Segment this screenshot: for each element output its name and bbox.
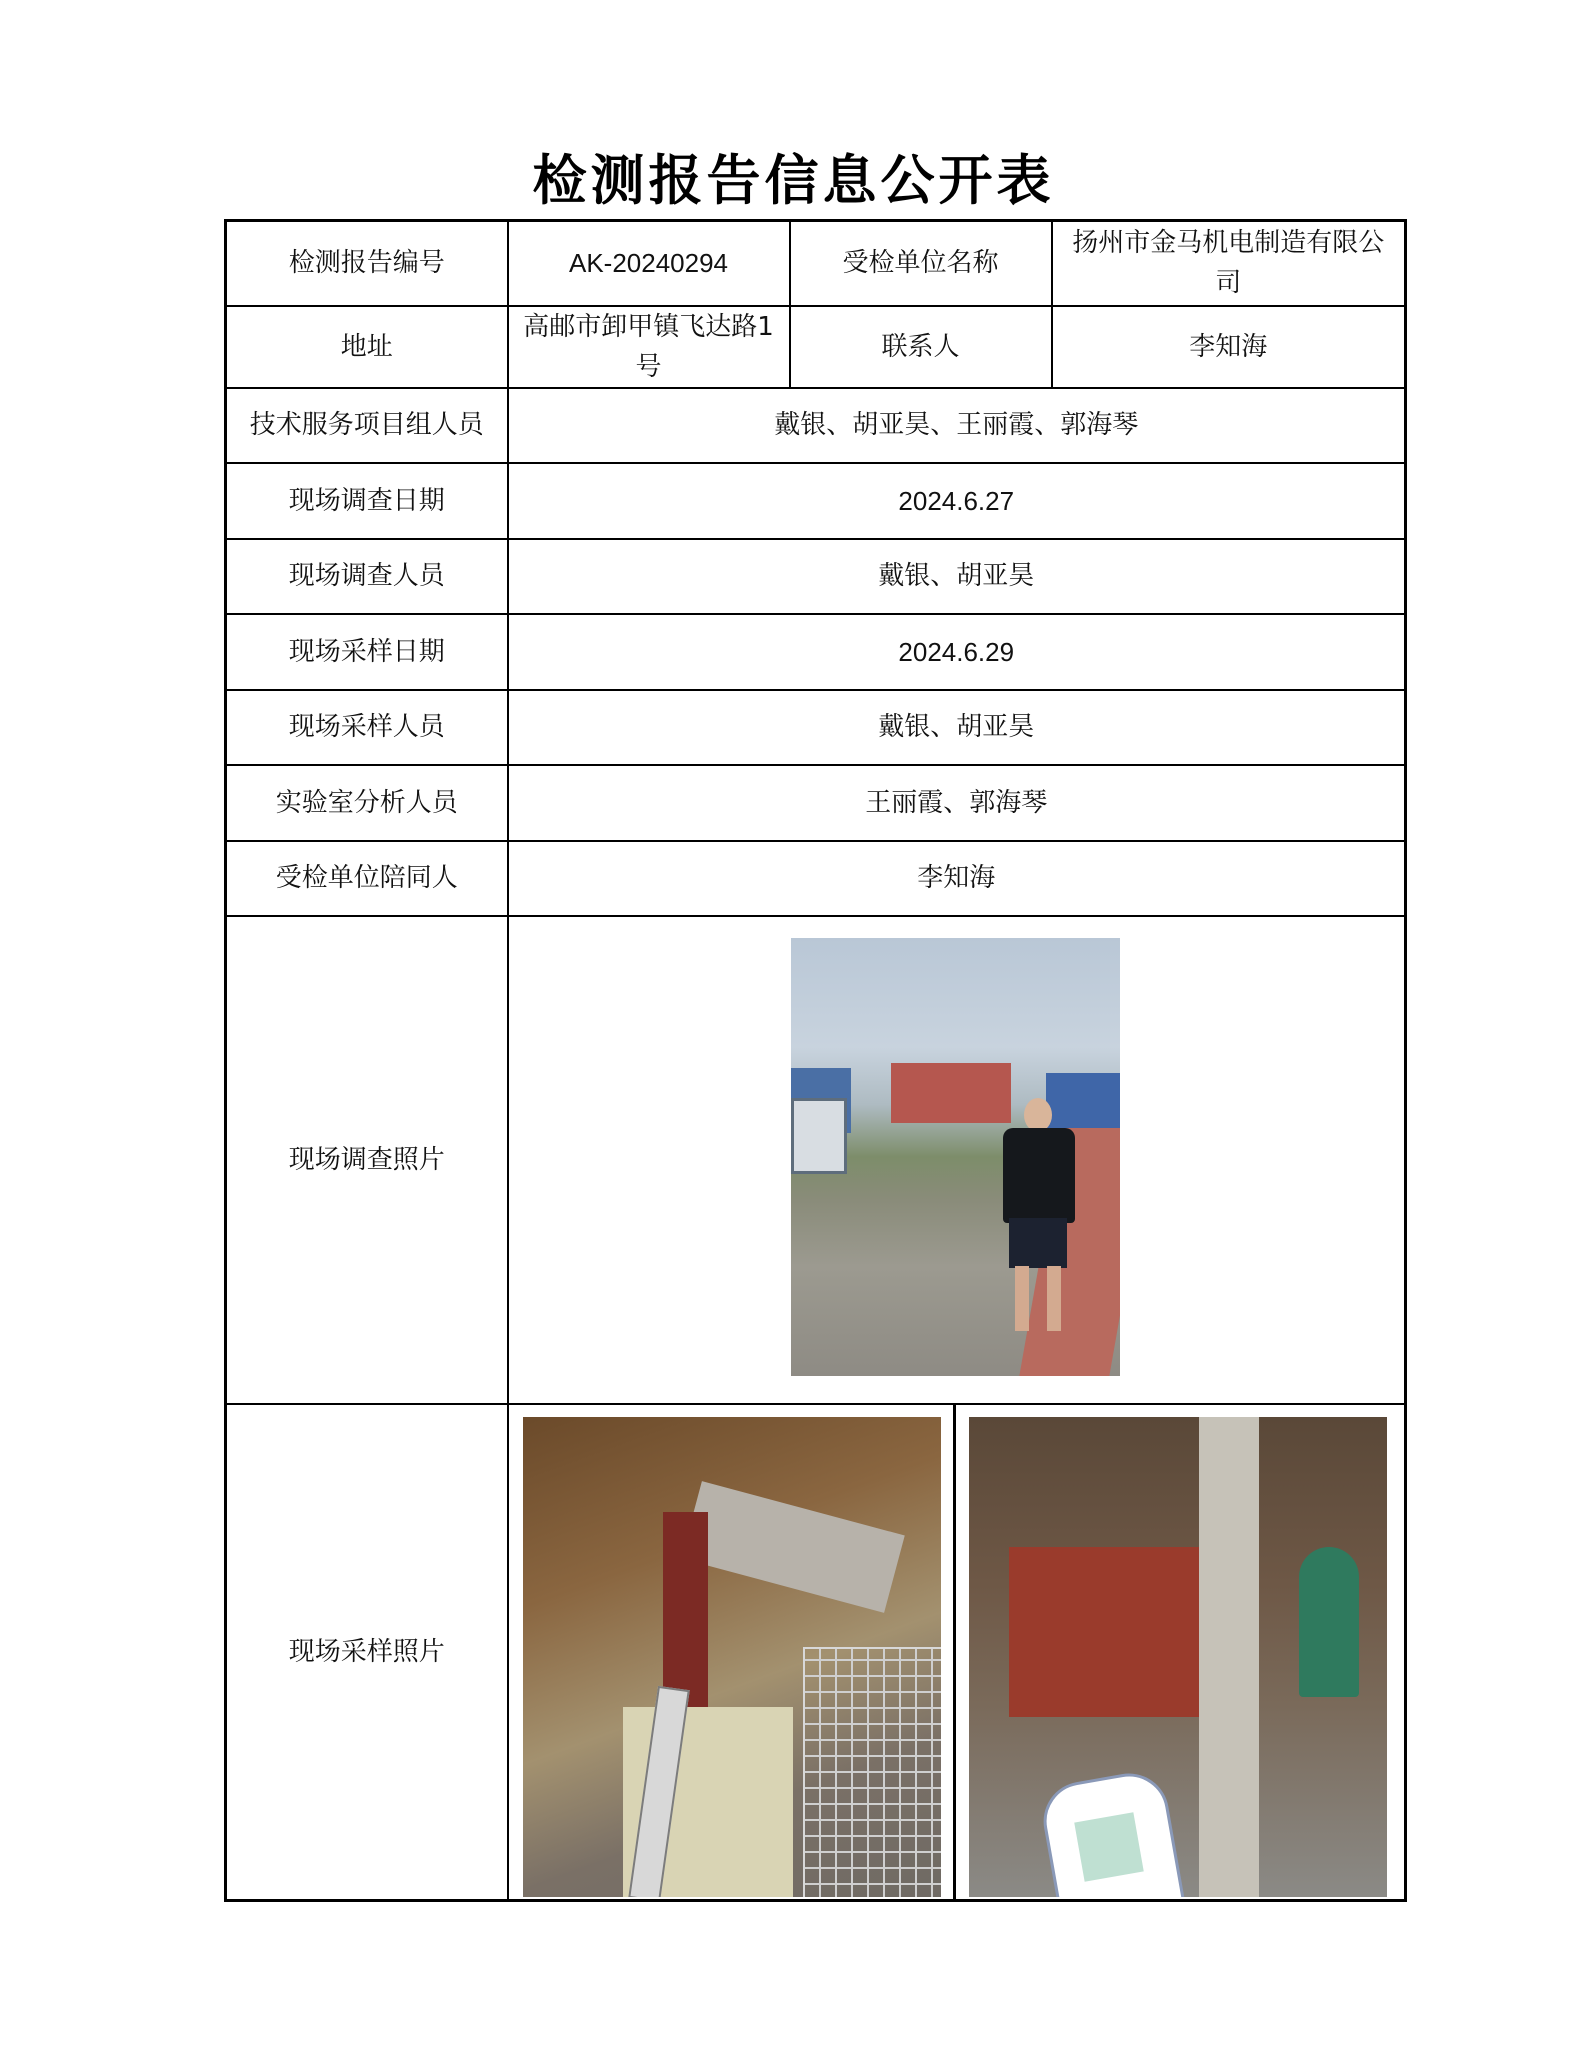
- table-row: [226, 1404, 1406, 1901]
- sampling-photo-press: [969, 1417, 1387, 1897]
- table-row: [226, 388, 1406, 463]
- unit-name-value: 扬州市金马机电制造有限公司: [1052, 221, 1406, 306]
- lab-staff-value: 王丽霞、郭海琴: [508, 765, 1406, 841]
- unit-name-label: 受检单位名称: [790, 221, 1052, 306]
- table-row: [226, 690, 1406, 765]
- survey-staff-value: 戴银、胡亚昊: [508, 539, 1406, 614]
- table-row: [226, 916, 1406, 1404]
- address-value: 高邮市卸甲镇飞达路1号: [508, 306, 790, 388]
- sampling-date-value: 2024.6.29: [508, 614, 1406, 690]
- survey-photo-label: 现场调查照片: [226, 916, 508, 1404]
- team-label: 技术服务项目组人员: [226, 388, 508, 463]
- report-table: [224, 219, 1407, 1902]
- report-no-value: AK-20240294: [508, 221, 790, 306]
- table-row: [226, 306, 1406, 388]
- survey-staff-label: 现场调查人员: [226, 539, 508, 614]
- photo-divider: [953, 1405, 956, 1899]
- table-row: [226, 463, 1406, 539]
- report-no-label: 检测报告编号: [226, 221, 508, 306]
- survey-date-label: 现场调查日期: [226, 463, 508, 539]
- table-row: [226, 841, 1406, 916]
- sampling-date-label: 现场采样日期: [226, 614, 508, 690]
- table-row: [226, 221, 1406, 306]
- page-title: 检测报告信息公开表: [532, 149, 1055, 212]
- lab-staff-label: 实验室分析人员: [226, 765, 508, 841]
- table-row: [226, 765, 1406, 841]
- address-label: 地址: [226, 306, 508, 388]
- contact-label: 联系人: [790, 306, 1052, 388]
- table-row: [226, 614, 1406, 690]
- survey-date-value: 2024.6.27: [508, 463, 1406, 539]
- sampling-photo-label: 现场采样照片: [226, 1404, 508, 1901]
- team-value: 戴银、胡亚昊、王丽霞、郭海琴: [508, 388, 1406, 463]
- contact-value: 李知海: [1052, 306, 1406, 388]
- sampling-photo-grinder: [523, 1417, 941, 1897]
- survey-photo: [791, 938, 1120, 1376]
- sampling-staff-value: 戴银、胡亚昊: [508, 690, 1406, 765]
- sampling-staff-label: 现场采样人员: [226, 690, 508, 765]
- escort-value: 李知海: [508, 841, 1406, 916]
- escort-label: 受检单位陪同人: [226, 841, 508, 916]
- table-row: [226, 539, 1406, 614]
